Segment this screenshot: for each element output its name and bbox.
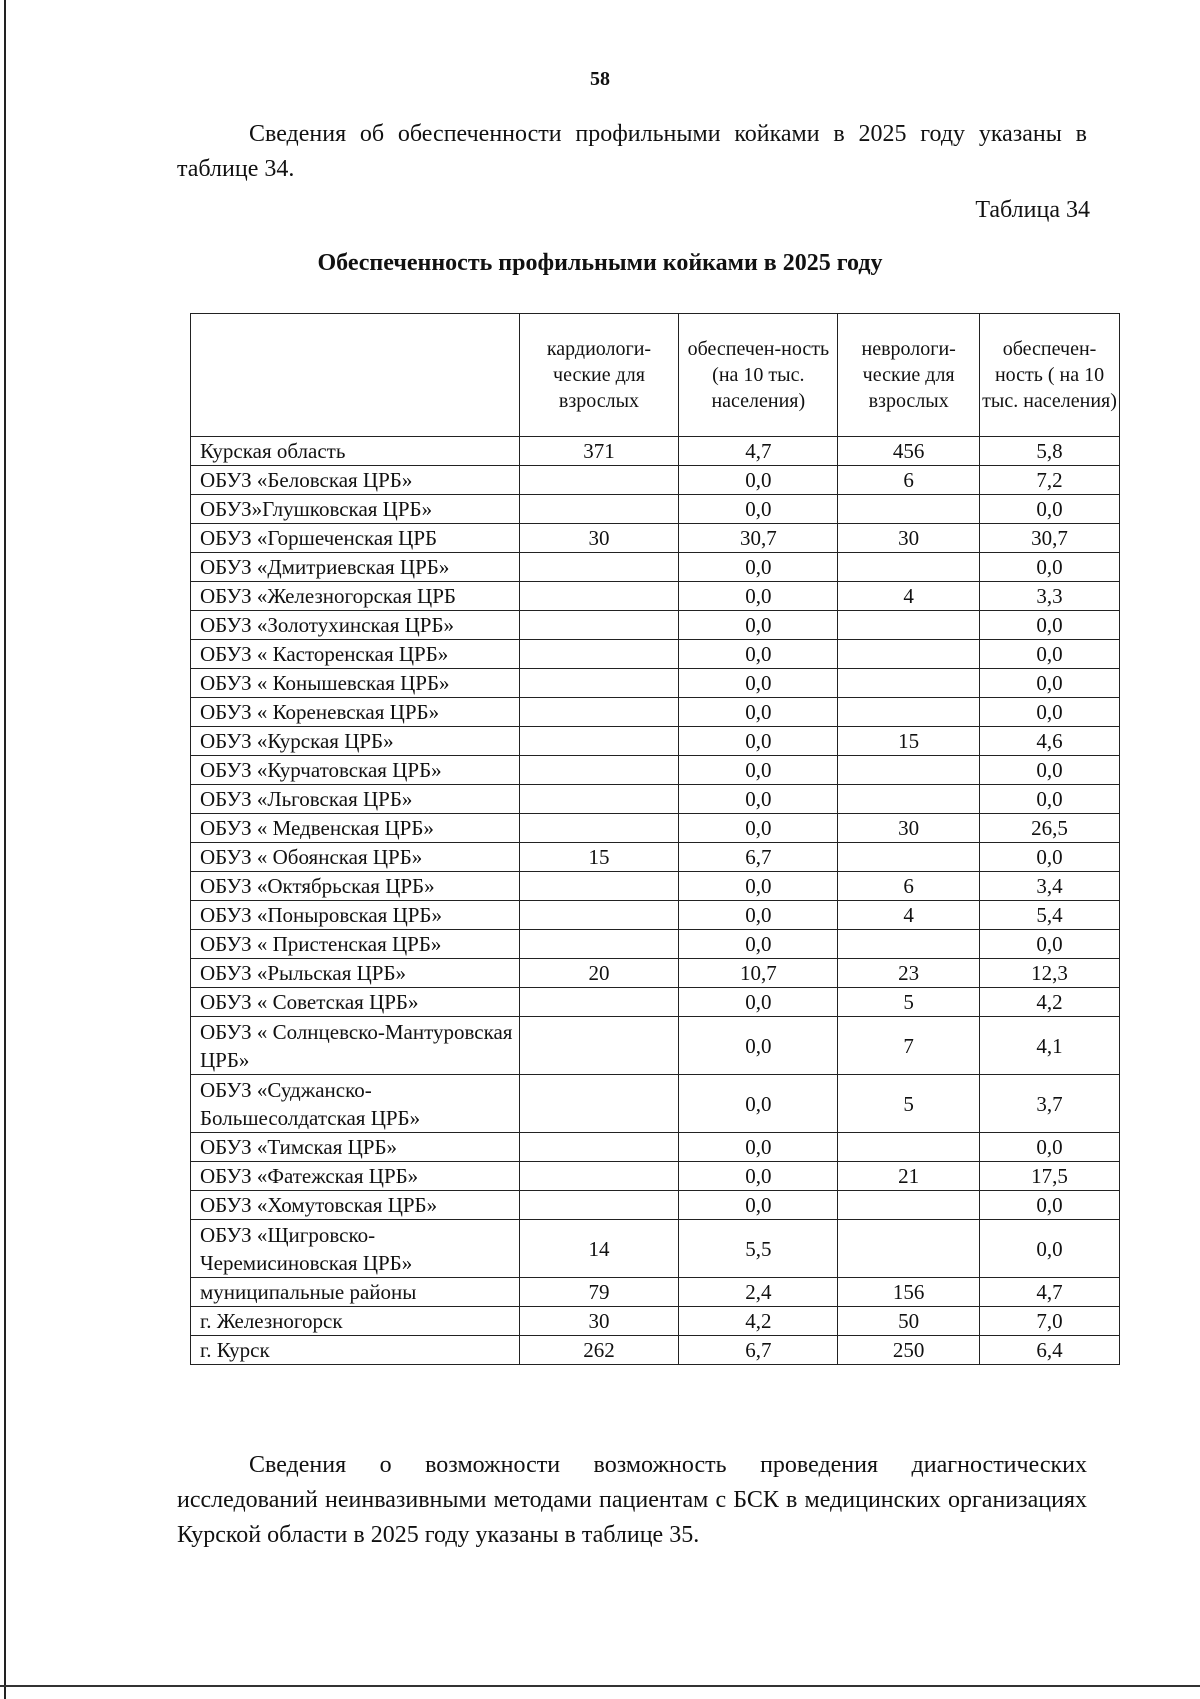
cardio-beds-cell	[519, 1162, 679, 1191]
neuro-beds-cell	[838, 553, 980, 582]
cardio-beds-cell: 14	[519, 1220, 679, 1278]
table-row	[191, 988, 1120, 1017]
cardio-beds-cell: 262	[519, 1336, 679, 1365]
table-row	[191, 756, 1120, 785]
table-header-row	[191, 314, 1120, 437]
table-body	[191, 437, 1120, 1365]
neuro-beds-cell	[838, 611, 980, 640]
intro-text: Сведения об обеспеченности профильными койками в 2025 году указаны в таблице 34.	[177, 121, 1087, 182]
table-row	[191, 640, 1120, 669]
neuro-beds-cell: 50	[838, 1307, 980, 1336]
neuro-rate-cell: 0,0	[980, 698, 1120, 727]
neuro-beds-cell	[838, 1133, 980, 1162]
cardio-rate-cell: 0,0	[679, 466, 838, 495]
cardio-beds-cell	[519, 1133, 679, 1162]
neuro-beds-cell	[838, 669, 980, 698]
neuro-rate-cell: 0,0	[980, 1133, 1120, 1162]
neuro-rate-cell: 3,4	[980, 872, 1120, 901]
neuro-beds-cell	[838, 640, 980, 669]
row-name-cell: ОБУЗ «Дмитриевская ЦРБ»	[191, 553, 520, 582]
row-name-cell: ОБУЗ « Медвенская ЦРБ»	[191, 814, 520, 843]
cardio-beds-cell	[519, 727, 679, 756]
neuro-rate-cell: 4,7	[980, 1278, 1120, 1307]
table-row	[191, 1336, 1120, 1365]
cardio-rate-cell: 0,0	[679, 1133, 838, 1162]
cardio-beds-cell	[519, 930, 679, 959]
neuro-beds-cell: 6	[838, 466, 980, 495]
neuro-rate-cell: 0,0	[980, 843, 1120, 872]
cardio-rate-cell: 5,5	[679, 1220, 838, 1278]
neuro-beds-cell	[838, 785, 980, 814]
page-bottom-edge	[0, 1685, 1200, 1687]
cardio-beds-cell	[519, 495, 679, 524]
row-name-cell: ОБУЗ «Золотухинская ЦРБ»	[191, 611, 520, 640]
column-header-neuro: неврологи-ческие для взрослых	[838, 314, 980, 437]
cardio-beds-cell	[519, 640, 679, 669]
table-row	[191, 466, 1120, 495]
neuro-rate-cell: 4,6	[980, 727, 1120, 756]
table-row	[191, 437, 1120, 466]
cardio-rate-cell: 0,0	[679, 930, 838, 959]
neuro-beds-cell: 15	[838, 727, 980, 756]
row-name-cell: ОБУЗ «Октябрьская ЦРБ»	[191, 872, 520, 901]
row-name-cell: ОБУЗ «Хомутовская ЦРБ»	[191, 1191, 520, 1220]
neuro-beds-cell: 456	[838, 437, 980, 466]
row-name-cell: муниципальные районы	[191, 1278, 520, 1307]
table-row	[191, 1220, 1120, 1278]
neuro-rate-cell: 3,7	[980, 1075, 1120, 1133]
neuro-rate-cell: 3,3	[980, 582, 1120, 611]
beds-table	[190, 313, 1120, 1365]
table-row	[191, 495, 1120, 524]
cardio-rate-cell: 0,0	[679, 1017, 838, 1075]
row-name-cell: ОБУЗ «Курская ЦРБ»	[191, 727, 520, 756]
neuro-beds-cell: 6	[838, 872, 980, 901]
cardio-beds-cell	[519, 814, 679, 843]
row-name-cell: ОБУЗ « Советская ЦРБ»	[191, 988, 520, 1017]
neuro-beds-cell: 4	[838, 901, 980, 930]
neuro-beds-cell: 5	[838, 1075, 980, 1133]
cardio-beds-cell	[519, 669, 679, 698]
row-name-cell: ОБУЗ «Беловская ЦРБ»	[191, 466, 520, 495]
cardio-rate-cell: 0,0	[679, 901, 838, 930]
cardio-beds-cell	[519, 756, 679, 785]
table-row	[191, 669, 1120, 698]
table-row	[191, 524, 1120, 553]
neuro-beds-cell	[838, 495, 980, 524]
neuro-beds-cell: 30	[838, 814, 980, 843]
cardio-beds-cell	[519, 466, 679, 495]
cardio-beds-cell	[519, 785, 679, 814]
neuro-rate-cell: 0,0	[980, 553, 1120, 582]
neuro-rate-cell: 0,0	[980, 785, 1120, 814]
neuro-rate-cell: 0,0	[980, 930, 1120, 959]
cardio-rate-cell: 0,0	[679, 640, 838, 669]
cardio-rate-cell: 30,7	[679, 524, 838, 553]
row-name-cell: ОБУЗ «Рыльская ЦРБ»	[191, 959, 520, 988]
table-row	[191, 1162, 1120, 1191]
neuro-rate-cell: 6,4	[980, 1336, 1120, 1365]
neuro-rate-cell: 0,0	[980, 1220, 1120, 1278]
row-name-cell: ОБУЗ « Кореневская ЦРБ»	[191, 698, 520, 727]
cardio-rate-cell: 6,7	[679, 1336, 838, 1365]
cardio-rate-cell: 0,0	[679, 495, 838, 524]
closing-text: Сведения о возможности возможность проведения диагностических исследований неинвазивными методами пациентам с БСК в медицинских организациях Курской области в 2025 году указаны в таблице 35.	[177, 1452, 1087, 1548]
table-row	[191, 843, 1120, 872]
table-row	[191, 553, 1120, 582]
cardio-rate-cell: 10,7	[679, 959, 838, 988]
row-name-cell: ОБУЗ «Суджанско-Большесолдатская ЦРБ»	[191, 1075, 520, 1133]
neuro-beds-cell: 250	[838, 1336, 980, 1365]
neuro-rate-cell: 0,0	[980, 611, 1120, 640]
table-row	[191, 698, 1120, 727]
page-number: 58	[590, 68, 610, 90]
cardio-rate-cell: 0,0	[679, 698, 838, 727]
cardio-rate-cell: 0,0	[679, 814, 838, 843]
table-row	[191, 727, 1120, 756]
neuro-rate-cell: 17,5	[980, 1162, 1120, 1191]
table-row	[191, 930, 1120, 959]
cardio-rate-cell: 4,7	[679, 437, 838, 466]
neuro-rate-cell: 4,2	[980, 988, 1120, 1017]
table-row	[191, 1191, 1120, 1220]
cardio-rate-cell: 2,4	[679, 1278, 838, 1307]
table-row	[191, 785, 1120, 814]
row-name-cell: ОБУЗ «Железногорская ЦРБ	[191, 582, 520, 611]
neuro-beds-cell: 30	[838, 524, 980, 553]
row-name-cell: ОБУЗ « Солнцевско-Мантуровская ЦРБ»	[191, 1017, 520, 1075]
row-name-cell: ОБУЗ»Глушковская ЦРБ»	[191, 495, 520, 524]
row-name-cell: ОБУЗ «Щигровско-Черемисиновская ЦРБ»	[191, 1220, 520, 1278]
closing-paragraph	[177, 1448, 1087, 1553]
neuro-rate-cell: 5,8	[980, 437, 1120, 466]
cardio-beds-cell	[519, 611, 679, 640]
row-name-cell: г. Курск	[191, 1336, 520, 1365]
neuro-rate-cell: 5,4	[980, 901, 1120, 930]
cardio-rate-cell: 0,0	[679, 553, 838, 582]
cardio-beds-cell	[519, 901, 679, 930]
cardio-rate-cell: 0,0	[679, 872, 838, 901]
cardio-beds-cell: 30	[519, 1307, 679, 1336]
cardio-rate-cell: 0,0	[679, 785, 838, 814]
cardio-rate-cell: 0,0	[679, 988, 838, 1017]
row-name-cell: ОБУЗ «Тимская ЦРБ»	[191, 1133, 520, 1162]
neuro-rate-cell: 7,2	[980, 466, 1120, 495]
table-row	[191, 1133, 1120, 1162]
neuro-rate-cell: 12,3	[980, 959, 1120, 988]
row-name-cell: ОБУЗ «Горшеченская ЦРБ	[191, 524, 520, 553]
neuro-rate-cell: 0,0	[980, 669, 1120, 698]
cardio-rate-cell: 0,0	[679, 1191, 838, 1220]
column-header-cardio: кардиологи-ческие для взрослых	[519, 314, 679, 437]
neuro-beds-cell: 7	[838, 1017, 980, 1075]
column-header-cardio-rate: обеспечен-ность (на 10 тыс. населения)	[679, 314, 838, 437]
cardio-beds-cell	[519, 582, 679, 611]
neuro-rate-cell: 4,1	[980, 1017, 1120, 1075]
intro-paragraph	[177, 117, 1087, 187]
table-row	[191, 582, 1120, 611]
cardio-beds-cell: 79	[519, 1278, 679, 1307]
row-name-cell: ОБУЗ «Фатежская ЦРБ»	[191, 1162, 520, 1191]
neuro-beds-cell: 4	[838, 582, 980, 611]
neuro-beds-cell	[838, 843, 980, 872]
neuro-beds-cell	[838, 1220, 980, 1278]
table-row	[191, 872, 1120, 901]
neuro-beds-cell: 21	[838, 1162, 980, 1191]
neuro-beds-cell: 5	[838, 988, 980, 1017]
cardio-beds-cell	[519, 872, 679, 901]
table-row	[191, 611, 1120, 640]
cardio-beds-cell	[519, 553, 679, 582]
neuro-rate-cell: 30,7	[980, 524, 1120, 553]
row-name-cell: ОБУЗ « Конышевская ЦРБ»	[191, 669, 520, 698]
row-name-cell: ОБУЗ «Курчатовская ЦРБ»	[191, 756, 520, 785]
table-row	[191, 1075, 1120, 1133]
neuro-beds-cell	[838, 1191, 980, 1220]
cardio-rate-cell: 4,2	[679, 1307, 838, 1336]
cardio-rate-cell: 0,0	[679, 756, 838, 785]
table-title: Обеспеченность профильными койками в 2025 году	[317, 250, 883, 276]
column-header-neuro-rate: обеспечен-ность ( на 10 тыс. населения)	[980, 314, 1120, 437]
cardio-rate-cell: 0,0	[679, 669, 838, 698]
row-name-cell: ОБУЗ « Пристенская ЦРБ»	[191, 930, 520, 959]
cardio-beds-cell	[519, 1191, 679, 1220]
row-name-cell: ОБУЗ « Обоянская ЦРБ»	[191, 843, 520, 872]
table-row	[191, 1278, 1120, 1307]
cardio-rate-cell: 0,0	[679, 1075, 838, 1133]
cardio-beds-cell	[519, 1017, 679, 1075]
cardio-rate-cell: 0,0	[679, 611, 838, 640]
table-row	[191, 1307, 1120, 1336]
neuro-beds-cell	[838, 930, 980, 959]
row-name-cell: ОБУЗ «Поныровская ЦРБ»	[191, 901, 520, 930]
table-row	[191, 1017, 1120, 1075]
table-number: Таблица 34	[975, 197, 1090, 223]
neuro-rate-cell: 0,0	[980, 1191, 1120, 1220]
cardio-rate-cell: 0,0	[679, 582, 838, 611]
row-name-cell: ОБУЗ « Касторенская ЦРБ»	[191, 640, 520, 669]
cardio-rate-cell: 6,7	[679, 843, 838, 872]
cardio-beds-cell	[519, 698, 679, 727]
cardio-beds-cell: 20	[519, 959, 679, 988]
neuro-beds-cell: 156	[838, 1278, 980, 1307]
neuro-rate-cell: 0,0	[980, 495, 1120, 524]
row-name-cell: Курская область	[191, 437, 520, 466]
cardio-beds-cell: 371	[519, 437, 679, 466]
cardio-beds-cell	[519, 1075, 679, 1133]
neuro-rate-cell: 26,5	[980, 814, 1120, 843]
table-row	[191, 959, 1120, 988]
cardio-beds-cell: 30	[519, 524, 679, 553]
table-row	[191, 901, 1120, 930]
table-row	[191, 814, 1120, 843]
neuro-beds-cell	[838, 698, 980, 727]
cardio-beds-cell	[519, 988, 679, 1017]
column-header-name	[191, 314, 520, 437]
neuro-rate-cell: 0,0	[980, 640, 1120, 669]
neuro-rate-cell: 7,0	[980, 1307, 1120, 1336]
cardio-beds-cell: 15	[519, 843, 679, 872]
cardio-rate-cell: 0,0	[679, 727, 838, 756]
neuro-beds-cell	[838, 756, 980, 785]
neuro-rate-cell: 0,0	[980, 756, 1120, 785]
cardio-rate-cell: 0,0	[679, 1162, 838, 1191]
row-name-cell: г. Железногорск	[191, 1307, 520, 1336]
row-name-cell: ОБУЗ «Льговская ЦРБ»	[191, 785, 520, 814]
neuro-beds-cell: 23	[838, 959, 980, 988]
